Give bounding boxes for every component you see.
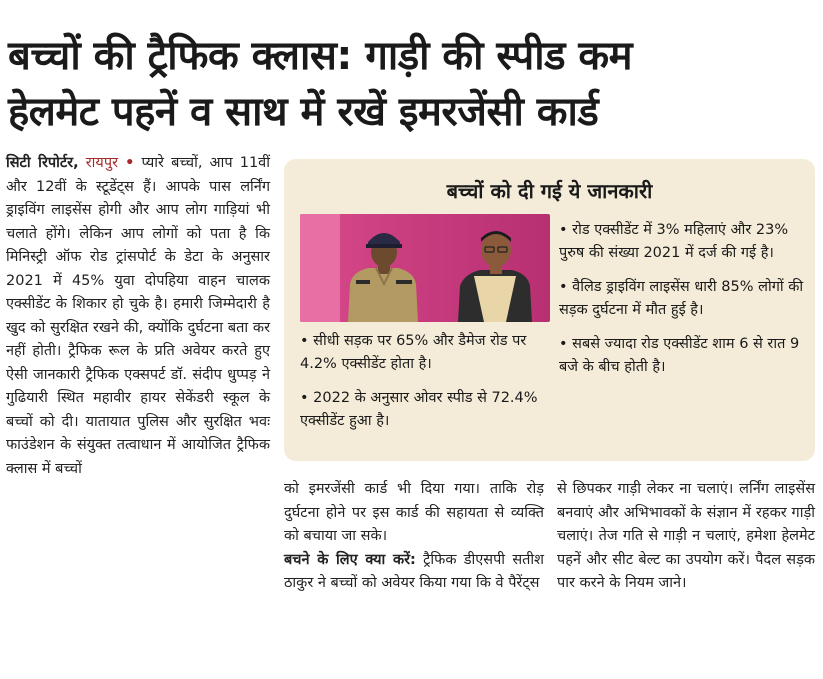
headline: [8, 28, 816, 140]
article-body-left: प्यारे बच्चों, आप 11वीं और 12वीं के स्टूडेंट्स हैं। आपके पास लर्निंग ड्राइविंग लाइसेंस होगी और आप लोग गाड़ियां भी चलाते होंगे। लेकिन आप लोगों को पता है कि मिनिस्ट्री ऑफ रोड ट्रांसपोर्ट के डेटा के अनुसार 2021 में 45% युवा दोपहिया वाहन चालक एक्सीडेंट के शिकार हो चुके है। हमारी जिम्मेदारी है खुद को सुरक्षित रखने की, क्योंकि दुर्घटना बता कर नहीं होती। ट्रैफिक रूल के प्रति अवेयर करते हुए ऐसी जानकारी ट्रैफिक एक्सपर्ट डॉ. संदीप धुप्पड़ ने गुढियारी स्थित महावीर हायर सेकेंडरी स्कूल के बच्चों को दी। यातायात पुलिस और सुरक्षित भवः फाउंडेशन के संयुक्त तत्वाधान में आयोजित ट्रैफिक क्लास में बच्चों: [6, 155, 271, 477]
info-bullet: • 2022 के अनुसार ओवर स्पीड से 72.4% एक्सीडेंट हुआ है।: [300, 390, 538, 429]
headline-line-1: बच्चों की ट्रैफिक क्लास: गाड़ी की स्पीड कम: [8, 33, 633, 79]
info-box-title: बच्चों को दी गई ये जानकारी: [446, 179, 653, 203]
info-bullets-left: [300, 330, 550, 444]
info-bullet: • सबसे ज्यादा रोड एक्सीडेंट शाम 6 से रात 9 बजे के बीच होती है।: [559, 336, 800, 375]
article-subhead: बचने के लिए क्या करें:: [284, 551, 416, 568]
byline-dot: •: [125, 155, 135, 171]
article-column-right: [557, 478, 815, 596]
article-body-right: से छिपकर गाड़ी लेकर ना चलाएं। लर्निंग लाइसेंस बनवाएं और अभिभावकों के संज्ञान में रहकर गाड़ी चलाएं। तेज गति से गाड़ी न चलाएं, हमेशा हेलमेट पहनें और सीट बेल्ट का उपयोग करें। पैदल सड़क पार करने के नियम जाने।: [557, 481, 815, 591]
photo-backdrop: [300, 214, 340, 322]
info-bullet: • वैलिड ड्राइविंग लाइसेंस धारी 85% लोगों की सड़क दुर्घटना में मौत हुई है।: [559, 279, 804, 318]
article-body-middle-1: को इमरजेंसी कार्ड भी दिया गया। ताकि रोड़ दुर्घटना होने पर इस कार्ड की सहायता से व्यक्ति को बचाया जा सके।: [284, 481, 544, 544]
article-column-middle: [284, 478, 544, 596]
headline-line-2: हेलमेट पहनें व साथ में रखें इमरजेंसी कार्ड: [8, 89, 599, 135]
byline-city: रायपुर: [85, 155, 118, 171]
police-officer-figure: [338, 222, 428, 322]
info-bullets-right: [559, 219, 809, 390]
info-bullet: • सीधी सड़क पर 65% और डैमेज रोड पर 4.2% एक्सीडेंट होता है।: [300, 333, 527, 372]
expert-figure: [450, 220, 540, 322]
info-bullet: • रोड एक्सीडेंट में 3% महिलाएं और 23% पुरुष की संख्या 2021 में दर्ज की गई है।: [559, 222, 789, 261]
news-photo: [300, 214, 550, 322]
article-body-middle-2: ट्रैफिक डीएसपी सतीश ठाकुर ने बच्चों को अवेयर किया गया कि वे पैरेंट्स: [284, 551, 545, 591]
byline-reporter: सिटी रिपोर्टर,: [6, 155, 79, 171]
info-box: [284, 159, 815, 461]
article-column-left: [6, 152, 270, 481]
